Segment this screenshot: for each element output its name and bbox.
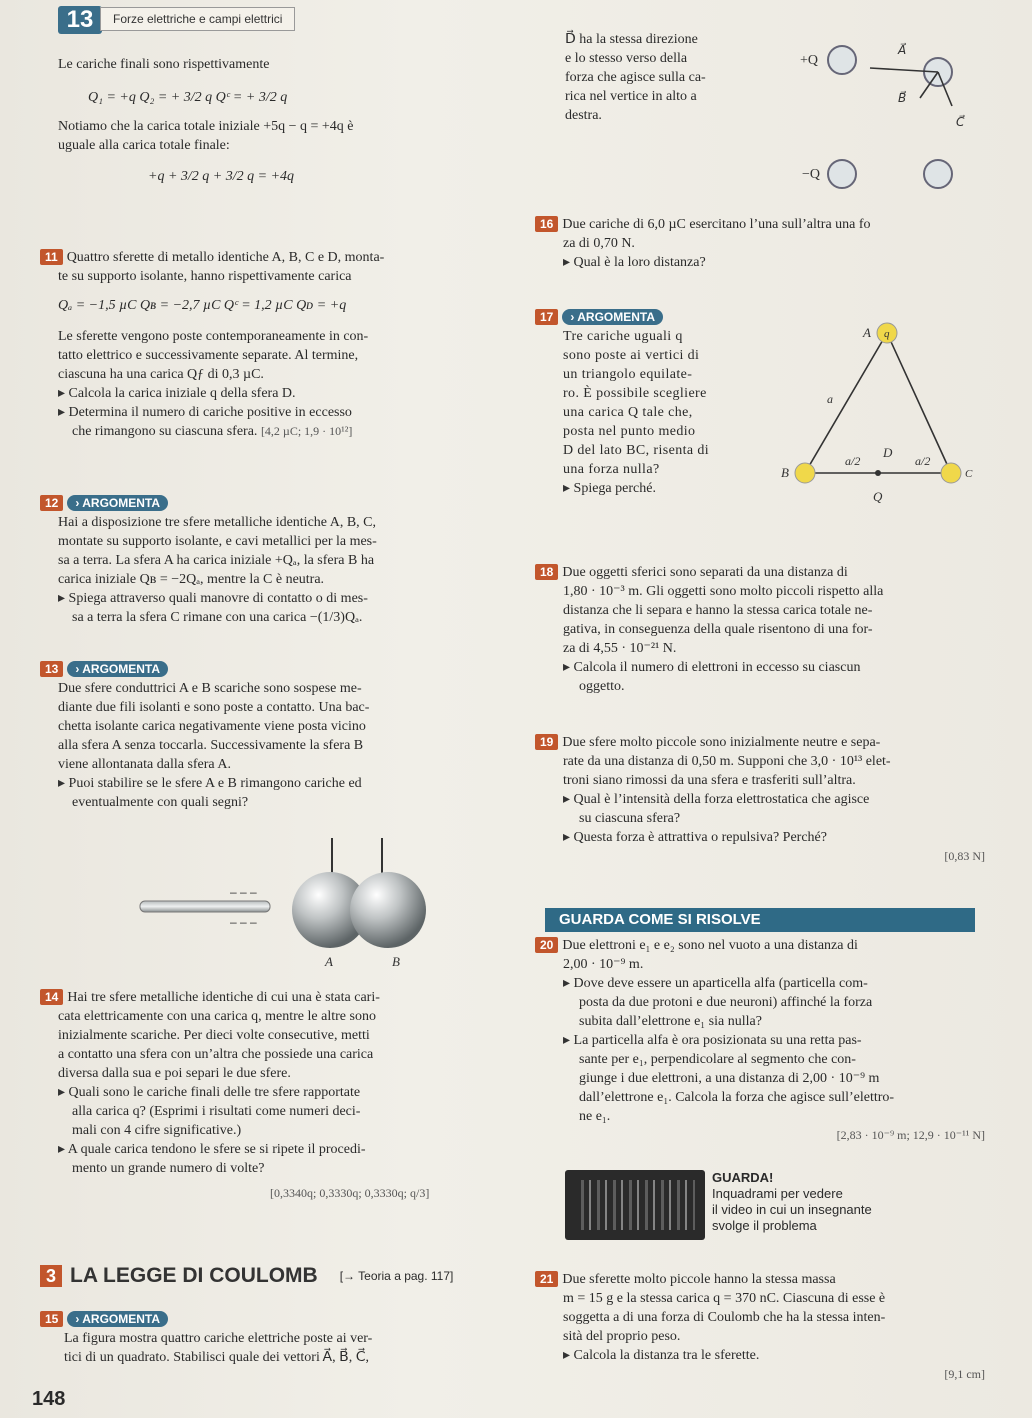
point-d-label: D — [883, 445, 893, 460]
video-callout — [712, 1170, 992, 1234]
question-bullet: ▸ Calcola il numero di elettroni in eccesso su ciascun — [535, 658, 995, 677]
point-d — [875, 470, 881, 476]
exercise-21 — [535, 1270, 995, 1384]
page-number: 148 — [32, 1388, 66, 1410]
exercise-text: ciascuna ha una carica Qƒ di 0,3 µC. — [58, 367, 264, 382]
exercise-text: forza che agisce sulla ca- — [565, 70, 706, 85]
exercise-text: a contatto una sfera con un’altra che possiede una carica — [58, 1047, 374, 1062]
vertex-b-label: B — [781, 465, 789, 480]
exercise-text: un triangolo equilate- — [563, 367, 693, 382]
exercise-text: Due sfere molto piccole sono inizialmente neutre e sepa- — [562, 735, 881, 750]
exercise-text: ne e₁. — [579, 1109, 611, 1124]
charge-plus-q — [828, 46, 856, 74]
exercise-text: che rimangono su ciascuna sfera. — [72, 424, 258, 439]
exercise-text: posta nel punto medio — [563, 424, 696, 439]
exercise-text: Due elettroni e₁ e e₂ sono nel vuoto a una distanza di — [562, 938, 858, 953]
spheres-figure — [130, 838, 450, 978]
exercise-15 — [40, 1310, 510, 1367]
exercise-text: una forza nulla? — [563, 462, 660, 477]
exercise-text: distanza che li separa e hanno la stessa carica totale ne- — [563, 603, 873, 618]
chapter-title: Forze elettriche e campi elettrici — [100, 7, 295, 31]
intro-line: Notiamo che la carica totale iniziale +5q − q = +4q è — [58, 119, 354, 134]
question-bullet: ▸ Calcola la distanza tra le sferette. — [535, 1346, 995, 1365]
sphere-b — [350, 872, 426, 948]
exercise-text: oggetto. — [579, 679, 625, 694]
section-title: LA LEGGE DI COULOMB — [70, 1264, 318, 1287]
exercise-text: 1,80 · 10⁻³ m. Gli oggetti sono molto piccoli rispetto alla — [563, 584, 884, 599]
charge-b — [795, 463, 815, 483]
exercise-text: 2,00 · 10⁻⁹ m. — [563, 957, 644, 972]
exercise-text: gativa, in conseguenza della quale risentono di una for- — [563, 622, 873, 637]
question-bullet: ▸ Questa forza è attrattiva o repulsiva? Perché? — [535, 828, 995, 847]
exercise-14 — [40, 988, 510, 1203]
side-a-label: a — [827, 392, 833, 406]
exercise-text: giunge i due elettroni, a una distanza di 2,00 · 10⁻⁹ m — [579, 1071, 880, 1086]
exercise-text: troni siano rimossi da una sfera e trasferiti sull’altra. — [563, 773, 856, 788]
vector-a-label: A⃗ — [898, 43, 907, 57]
section-heading — [40, 1264, 510, 1288]
exercise-text: Quattro sferette di metallo identiche A, B, C e D, monta- — [66, 250, 385, 265]
exercise-17 — [535, 308, 765, 498]
vector-b-label: B⃗ — [898, 91, 907, 105]
exercise-text: sante per e₁, perpendicolare al segmento che con- — [579, 1052, 856, 1067]
question-bullet: ▸ Dove deve essere un aparticella alfa (particella com- — [535, 974, 995, 993]
exercise-20 — [535, 936, 995, 1145]
exercise-text: diversa dalla sua e poi separi le due sfere. — [58, 1066, 291, 1081]
charge-c — [941, 463, 961, 483]
exercise-13 — [40, 660, 510, 812]
exercise-text: sa a terra la sfera C rimane con una carica −(1/3)Qₐ. — [72, 610, 363, 625]
argomenta-tag: › ARGOMENTA — [67, 1311, 168, 1327]
exercise-text: destra. — [565, 108, 602, 123]
exercise-text: mento un grande numero di volte? — [72, 1161, 265, 1176]
charge-big-q-label: Q — [873, 489, 883, 504]
exercise-text: una carica Q tale che, — [563, 405, 693, 420]
video-qr-code[interactable] — [565, 1170, 705, 1240]
charge-bottom-right — [924, 160, 952, 188]
exercise-text: subita dall’elettrone e₁ sia nulla? — [579, 1014, 762, 1029]
exercise-text: rate da una distanza di 0,50 m. Supponi che 3,0 · 10¹³ elet- — [563, 754, 891, 769]
question-bullet: ▸ A quale carica tendono le sfere se si ripete il procedi- — [40, 1140, 510, 1159]
answer: [9,1 cm] — [944, 1367, 985, 1381]
exercise-number: 12 — [40, 495, 63, 511]
answer: [4,2 µC; 1,9 · 10¹²] — [260, 424, 353, 438]
exercise-text: Due oggetti sferici sono separati da una distanza di — [562, 565, 848, 580]
question-bullet: ▸ Determina il numero di cariche positive in eccesso — [40, 403, 510, 422]
exercise-text: sità del proprio peso. — [563, 1329, 681, 1344]
exercise-equation: Qₐ = −1,5 µC Qʙ = −2,7 µC Qᶜ = 1,2 µC Qᴅ = +q — [58, 298, 347, 313]
intro-block — [58, 55, 518, 186]
vertex-c-label: C — [965, 468, 973, 480]
qr-pattern — [575, 1180, 695, 1230]
exercise-text: inizialmente scariche. Per dieci volte consecutive, metti — [58, 1028, 370, 1043]
sphere-a-label: A — [325, 954, 333, 969]
video-title: GUARDA! — [712, 1170, 774, 1185]
video-text: Inquadrami per vedere — [712, 1186, 843, 1201]
exercise-text: te su supporto isolante, hanno rispettivamente carica — [58, 269, 352, 284]
question-bullet: ▸ Qual è l’intensità della forza elettrostatica che agisce — [535, 790, 995, 809]
intro-equation: Q₁ = +q Q₂ = + 3/2 q Qᶜ = + 3/2 q — [88, 90, 288, 105]
exercise-text: Hai tre sfere metalliche identiche di cui una è stata cari- — [67, 990, 380, 1005]
rod-minus-signs: – – – — [230, 915, 257, 929]
ex15-continued — [565, 30, 765, 125]
question-bullet: ▸ Quali sono le cariche finali delle tre sfere rapportate — [40, 1083, 510, 1102]
exercise-text: tici di un quadrato. Stabilisci quale dei vettori A⃗, B⃗, C⃗, — [64, 1350, 370, 1365]
exercise-11 — [40, 248, 510, 441]
intro-line: Le cariche finali sono rispettivamente — [58, 57, 270, 72]
exercise-text: ro. È possibile scegliere — [563, 386, 707, 401]
charge-label: −Q — [802, 167, 821, 182]
chapter-number: 13 — [58, 6, 102, 34]
exercise-text: soggetta a di una forza di Coulomb che ha la stessa inten- — [563, 1310, 886, 1325]
exercise-text: Due sferette molto piccole hanno la stessa massa — [562, 1272, 836, 1287]
argomenta-tag: › ARGOMENTA — [67, 661, 168, 677]
question-bullet: ▸ Qual è la loro distanza? — [535, 253, 995, 272]
exercise-16 — [535, 215, 995, 272]
guarda-come-si-risolve-banner: GUARDA COME SI RISOLVE — [545, 908, 975, 932]
half-side-label: a/2 — [845, 454, 861, 468]
exercise-text: e lo stesso verso della — [565, 51, 688, 66]
exercise-text: D⃗ ha la stessa direzione — [565, 32, 698, 47]
exercise-text: Due cariche di 6,0 µC esercitano l’una sull’altra una fo — [562, 217, 871, 232]
charged-rod — [140, 901, 270, 912]
exercise-text: rica nel vertice in alto a — [565, 89, 697, 104]
question-bullet: ▸ La particella alfa è ora posizionata su una retta pas- — [535, 1031, 995, 1050]
exercise-number: 14 — [40, 989, 63, 1005]
exercise-text: D del lato BC, risenta di — [563, 443, 710, 458]
exercise-text: chetta isolante carica negativamente viene posta vicino — [58, 719, 366, 734]
exercise-text: m = 15 g e la stessa carica q = 370 nC. Ciascuna di esse è — [563, 1291, 886, 1306]
exercise-text: Due sfere conduttrici A e B scariche sono sospese me- — [58, 681, 362, 696]
exercise-number: 21 — [535, 1271, 558, 1287]
exercise-number: 15 — [40, 1311, 63, 1327]
sphere-b-label: B — [392, 954, 400, 969]
exercise-text: eventualmente con quali segni? — [72, 795, 249, 810]
exercise-text: dall’elettrone e₁. Calcola la forza che agisce sull’elettro- — [579, 1090, 895, 1105]
exercise-19 — [535, 733, 995, 866]
square-charges-figure — [780, 38, 980, 198]
intro-line: uguale alla carica totale finale: — [58, 138, 230, 153]
intro-equation: +q + 3/2 q + 3/2 q = +4q — [148, 169, 295, 184]
exercise-number: 11 — [40, 249, 63, 265]
exercise-18 — [535, 563, 995, 696]
answer: [0,83 N] — [944, 849, 985, 863]
exercise-text: tatto elettrico e successivamente separate. Al termine, — [58, 348, 359, 363]
exercise-text: cata elettricamente con una carica q, mentre le altre sono — [58, 1009, 376, 1024]
exercise-text: mali con 4 cifre significative.) — [72, 1123, 242, 1138]
half-side-label: a/2 — [915, 454, 931, 468]
charge-label: +Q — [800, 53, 819, 68]
theory-ref-link[interactable]: [→ Teoria a pag. 117] — [339, 1269, 454, 1283]
triangle-figure — [775, 315, 975, 510]
exercise-text: diante due fili isolanti e sono poste a contatto. Una bac- — [58, 700, 370, 715]
exercise-text: Le sferette vengono poste contemporaneamente in con- — [58, 329, 369, 344]
question-bullet: ▸ Calcola la carica iniziale q della sfera D. — [40, 384, 510, 403]
argomenta-tag: › ARGOMENTA — [67, 495, 168, 511]
exercise-text: sono poste ai vertici di — [563, 348, 700, 363]
exercise-12 — [40, 494, 510, 627]
exercise-number: 16 — [535, 216, 558, 232]
exercise-number: 20 — [535, 937, 558, 953]
section-number: 3 — [40, 1265, 62, 1287]
exercise-text: za di 4,55 · 10⁻²¹ N. — [563, 641, 677, 656]
exercise-number: 13 — [40, 661, 63, 677]
question-bullet: ▸ Spiega perché. — [535, 479, 765, 498]
question-bullet: ▸ Puoi stabilire se le sfere A e B rimangono cariche ed — [40, 774, 510, 793]
vector-c-label: C⃗ — [956, 115, 965, 129]
answer: [0,3340q; 0,3330q; 0,3330q; q/3] — [270, 1186, 430, 1200]
exercise-text: za di 0,70 N. — [563, 236, 635, 251]
exercise-text: viene allontanata dalla sfera A. — [58, 757, 231, 772]
exercise-text: alla carica q? (Esprimi i risultati come numeri deci- — [72, 1104, 361, 1119]
exercise-text: carica iniziale Qʙ = −2Qₐ, mentre la C è neutra. — [58, 572, 325, 587]
exercise-number: 18 — [535, 564, 558, 580]
exercise-number: 19 — [535, 734, 558, 750]
argomenta-tag: › ARGOMENTA — [562, 309, 663, 325]
video-text: il video in cui un insegnante — [712, 1202, 872, 1217]
charge-minus-q — [828, 160, 856, 188]
video-text: svolge il problema — [712, 1218, 817, 1233]
exercise-text: La figura mostra quattro cariche elettriche poste ai ver- — [64, 1331, 373, 1346]
exercise-text: Tre cariche uguali q — [563, 329, 683, 344]
exercise-text: alla sfera A senza toccarla. Successivamente la sfera B — [58, 738, 364, 753]
exercise-number: 17 — [535, 309, 558, 325]
exercise-text: posta da due protoni e due neuroni) affinché la forza — [579, 995, 873, 1010]
exercise-text: montate su supporto isolante, e cavi metallici per la mes- — [58, 534, 377, 549]
exercise-text: Hai a disposizione tre sfere metalliche identiche A, B, C, — [58, 515, 377, 530]
exercise-text: sa a terra. La sfera A ha carica iniziale +Qₐ, la sfera B ha — [58, 553, 375, 568]
rod-minus-signs: – – – — [230, 885, 257, 899]
exercise-text: su ciascuna sfera? — [579, 811, 681, 826]
question-bullet: ▸ Spiega attraverso quali manovre di contatto o di mes- — [40, 589, 510, 608]
charge-q-label: q — [884, 328, 890, 340]
answer: [2,83 · 10⁻⁹ m; 12,9 · 10⁻¹¹ N] — [836, 1128, 985, 1142]
vertex-a-label: A — [863, 325, 871, 340]
